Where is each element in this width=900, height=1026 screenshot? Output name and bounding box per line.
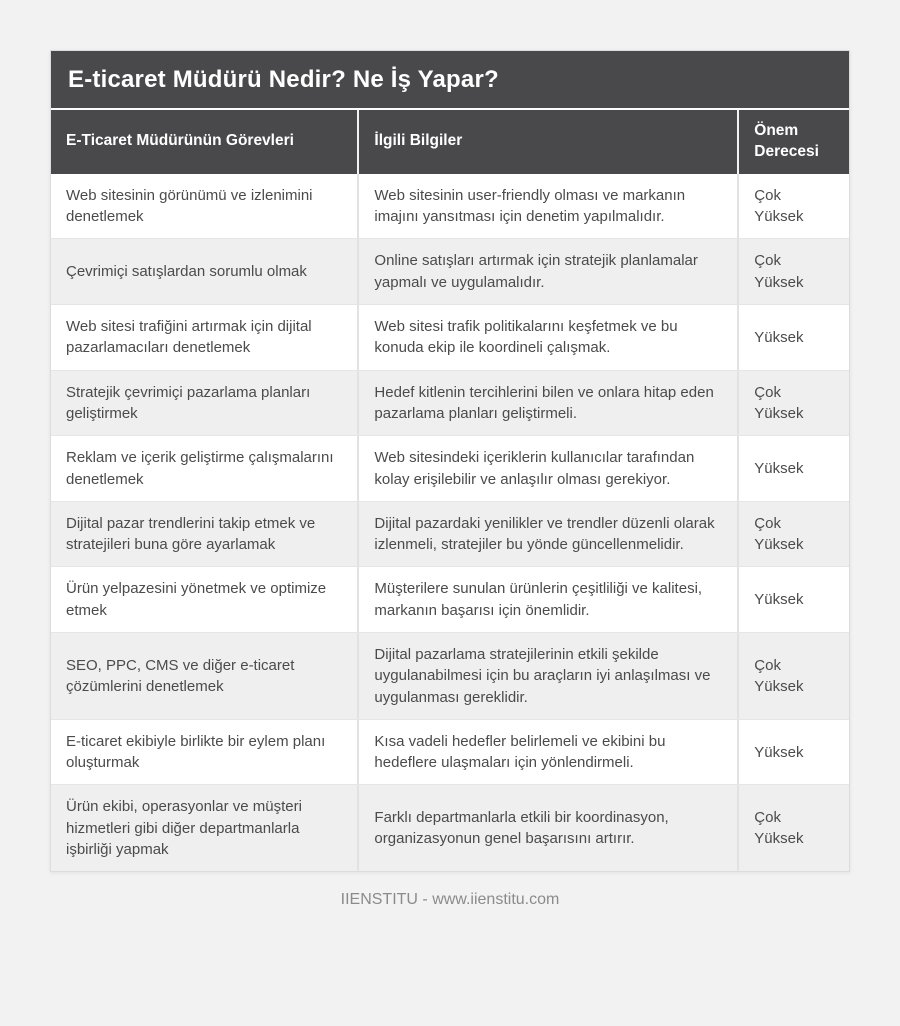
content-card (50, 50, 850, 872)
cell-task (51, 502, 357, 567)
cell-info-text: Dijital pazardaki yenilikler ve trendler düzenli olarak izlenmeli, stratejiler bu yönde güncellenmelidir. (374, 514, 715, 554)
page-title: E-ticaret Müdürü Nedir? Ne İş Yapar? (51, 51, 849, 110)
table-row (51, 370, 849, 436)
table-body (51, 174, 849, 872)
column-header-info: İlgili Bilgiler (357, 110, 737, 174)
cell-info-text: Dijital pazarlama stratejilerinin etkili şekilde uygulanabilmesi için bu araçların iyi anlaşılması ve uygulanması gereklidir. (374, 646, 711, 706)
cell-importance-text: Yüksek (754, 743, 804, 761)
cell-info-text: Online satışları artırmak için stratejik planlamalar yapmalı ve uygulamalıdır. (374, 252, 698, 291)
cell-importance (737, 785, 849, 871)
table-row (51, 632, 849, 719)
cell-info (357, 371, 737, 436)
column-header-importance: Önem Derecesi (737, 110, 849, 174)
table-row (51, 719, 849, 785)
table-header (51, 110, 849, 174)
cell-task-text: Reklam ve içerik geliştirme çalışmalarını denetlemek (66, 449, 334, 488)
cell-importance (737, 720, 849, 785)
cell-info (357, 567, 737, 632)
cell-task (51, 371, 357, 436)
cell-task-text: Ürün ekibi, operasyonlar ve müşteri hizmetleri gibi diğer departmanlarla işbirliği yapmak (66, 798, 302, 859)
cell-importance (737, 174, 849, 239)
cell-importance-text: Çok Yüksek (754, 186, 804, 226)
cell-task (51, 720, 357, 785)
cell-info-text: Hedef kitlenin tercihlerini bilen ve onlara hitap eden pazarlama planları geliştirmeli. (374, 383, 714, 422)
cell-task-text: Web sitesi trafiğini artırmak için dijital pazarlamacıları denetlemek (66, 318, 312, 357)
table-row (51, 304, 849, 370)
cell-task-text: Dijital pazar trendlerini takip etmek ve stratejileri buna göre ayarlamak (66, 514, 316, 554)
footer-credit: IIENSTITU - www.iienstitu.com (340, 891, 560, 909)
cell-task (51, 436, 357, 501)
cell-task (51, 174, 357, 239)
table-row (51, 435, 849, 501)
cell-info-text: Farklı departmanlarla etkili bir koordinasyon, organizasyonun genel başarısını artırır. (374, 809, 669, 848)
cell-info (357, 633, 737, 719)
cell-info (357, 239, 737, 304)
cell-info-text: Web sitesinin user-friendly olması ve markanın imajını yansıtması için denetim yapılmalıdır. (374, 186, 686, 226)
cell-task-text: SEO, PPC, CMS ve diğer e-ticaret çözümlerini denetlemek (66, 656, 295, 695)
cell-importance-text: Çok Yüksek (754, 809, 804, 848)
column-header-tasks: E-Ticaret Müdürünün Görevleri (66, 132, 294, 150)
cell-info (357, 502, 737, 567)
cell-importance-text: Yüksek (754, 591, 804, 609)
cell-task (51, 633, 357, 719)
cell-info (357, 720, 737, 785)
cell-importance-text: Çok Yüksek (754, 656, 804, 695)
cell-importance-text: Çok Yüksek (754, 383, 804, 422)
cell-task (51, 305, 357, 370)
cell-importance (737, 436, 849, 501)
cell-importance (737, 371, 849, 436)
cell-info-text: Kısa vadeli hedefler belirlemeli ve ekibini bu hedeflere ulaşmaları için yönlendirmeli. (374, 732, 666, 772)
cell-importance (737, 567, 849, 632)
cell-task (51, 567, 357, 632)
cell-importance-text: Çok Yüksek (754, 252, 804, 291)
cell-info-text: Web sitesindeki içeriklerin kullanıcılar tarafından kolay erişilebilir ve anlaşılır olması gerekiyor. (374, 449, 695, 488)
cell-task-text: Web sitesinin görünümü ve izlenimini denetlemek (66, 186, 313, 226)
table-row (51, 238, 849, 304)
cell-importance-text: Yüksek (754, 459, 804, 477)
cell-task-text: Çevrimiçi satışlardan sorumlu olmak (66, 263, 307, 281)
cell-info (357, 436, 737, 501)
cell-importance (737, 633, 849, 719)
cell-info-text: Müşterilere sunulan ürünlerin çeşitliliği ve kalitesi, markanın başarısı için önemlidir. (374, 580, 703, 619)
cell-info (357, 305, 737, 370)
table-row (51, 174, 849, 239)
cell-importance-text: Çok Yüksek (754, 514, 804, 554)
cell-importance (737, 502, 849, 567)
cell-info-text: Web sitesi trafik politikalarını keşfetmek ve bu konuda ekip ile koordineli çalışmak. (374, 318, 678, 357)
cell-importance (737, 305, 849, 370)
table-row (51, 566, 849, 632)
cell-task (51, 239, 357, 304)
table-row (51, 784, 849, 871)
cell-task-text: E-ticaret ekibiyle birlikte bir eylem planı oluşturmak (66, 732, 326, 772)
cell-importance-text: Yüksek (754, 328, 804, 346)
cell-importance (737, 239, 849, 304)
cell-info (357, 785, 737, 871)
cell-task-text: Stratejik çevrimiçi pazarlama planları geliştirmek (66, 383, 311, 422)
cell-info (357, 174, 737, 239)
cell-task-text: Ürün yelpazesini yönetmek ve optimize etmek (66, 580, 327, 619)
cell-task (51, 785, 357, 871)
table-row (51, 501, 849, 567)
